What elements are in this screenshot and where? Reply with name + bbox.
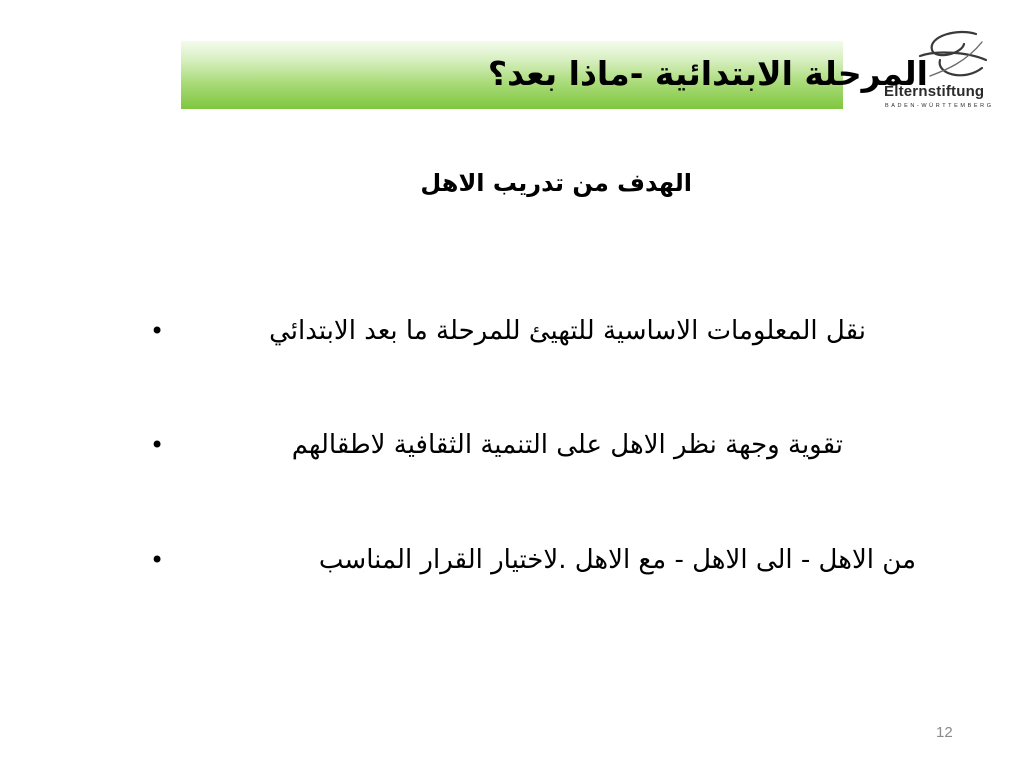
slide-subtitle: الهدف من تدريب الاهل: [420, 169, 692, 197]
bullet-item-2: [150, 420, 930, 470]
bullet-text: نقل المعلومات الاساسية للتهيئ للمرحلة ما بعد الابتدائي: [269, 316, 866, 346]
logo: [878, 30, 998, 116]
elternstiftung-swirl-icon: [916, 30, 990, 82]
logo-name: Elternstiftung: [884, 83, 985, 100]
bullet-text: تقوية وجهة نظر الاهل على التنمية الثقافية لاطقالهم: [291, 430, 843, 460]
bullet-marker: •: [150, 431, 165, 459]
slide-title: المرحلة الابتدائية -ماذا بعد؟: [487, 54, 928, 93]
bullet-text: من الاهل - الى الاهل - مع الاهل .لاختيار القرار المناسب: [318, 545, 916, 575]
logo-subtitle: BADEN-WÜRTTEMBERG: [885, 103, 994, 109]
bullet-marker: •: [150, 546, 165, 574]
bullet-marker: •: [150, 317, 165, 345]
bullet-item-1: [150, 306, 930, 356]
page-number: 12: [936, 724, 953, 741]
bullet-item-3: [150, 535, 930, 585]
